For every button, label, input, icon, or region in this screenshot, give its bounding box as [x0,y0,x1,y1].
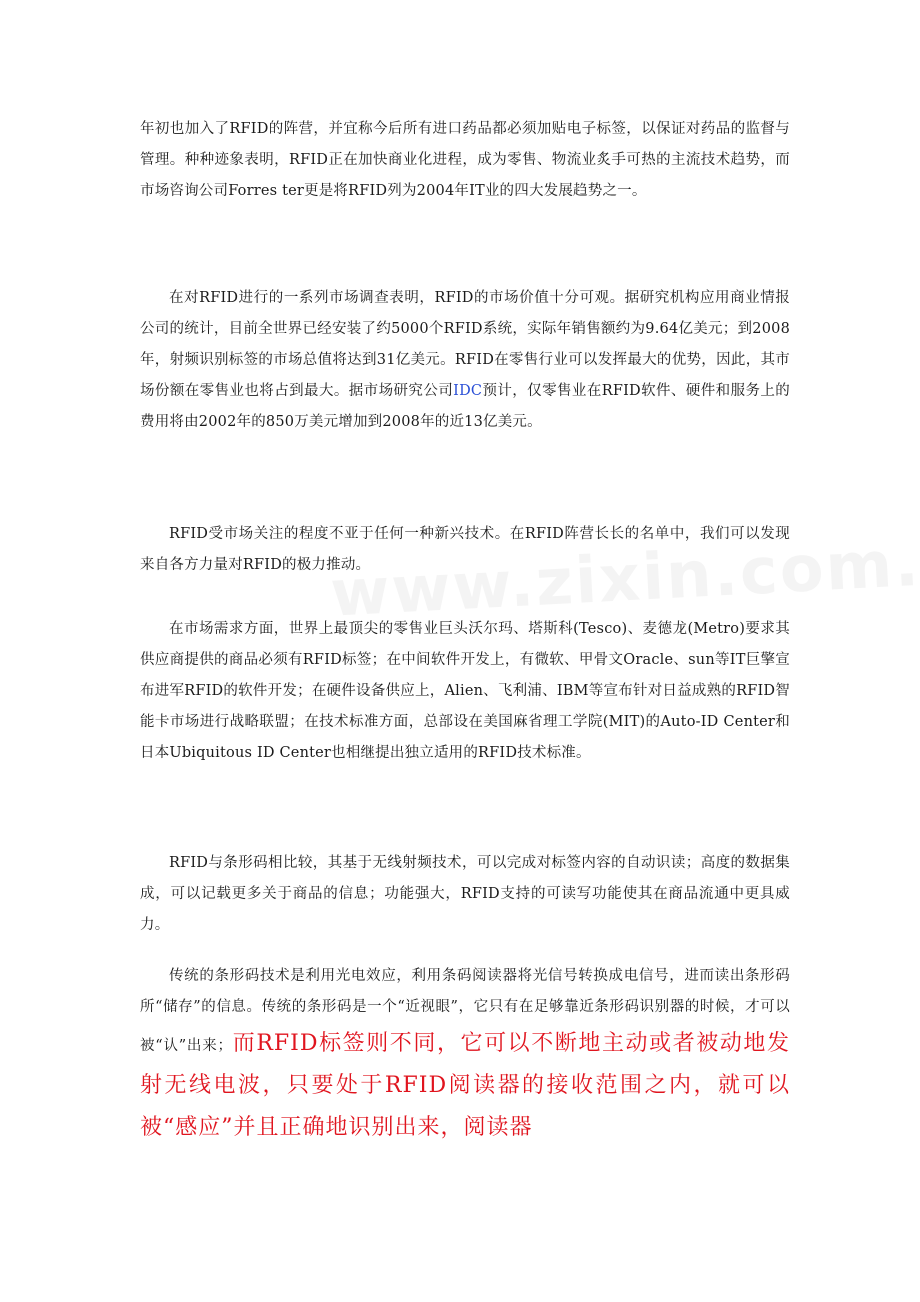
paragraph-5: RFID与条形码相比较，其基于无线射频技术，可以完成对标签内容的自动识读；高度的数据集成，可以记载更多关于商品的信息；功能强大，RFID支持的可读写功能使其在商品流通中更具威力。 [140,855,790,933]
idc-link[interactable]: IDC [453,383,483,399]
paragraph-3: RFID受市场关注的程度不亚于任何一种新兴技术。在RFID阵营长长的名单中，我们可以发现来自各方力量对RFID的极力推动。 [140,526,790,573]
paragraph-6 [140,961,790,1149]
paragraph-2-text-b: 预计，仅零售业在RFID软件、硬件和服务上的费用将由2002年的850万美元增加到2008年的近13亿美元。 [140,383,791,430]
paragraph-4: 在市场需求方面，世界上最顶尖的零售业巨头沃尔玛、塔斯科(Tesco)、麦德龙(Metro)要求其供应商提供的商品必须有RFID标签；在中间软件开发上，有微软、甲骨文Oracle、sun等IT巨擎宣布进军RFID的软件开发；在硬件设备供应上，Alien、飞利浦、IBM等宣布针对日益成熟的RFID智能卡市场进行战略联盟；在技术标准方面，总部设在美国麻省理工学院(MIT)的Auto-ID Center和日本Ubiquitous ID Center也相继提出独立适用的RFID技术标准。 [140,621,790,761]
paragraph-6-normal-text: 传统的条形码技术是利用光电效应，利用条码阅读器将光信号转换成电信号，进而读出条形码所“储存”的信息。传统的条形码是一个“近视眼”，它只有在足够靠近条形码识别器的时候，才可以被“认”出来； [140,968,790,1054]
paragraph-2-text-a: 在对RFID进行的一系列市场调查表明，RFID的市场价值十分可观。据研究机构应用商业情报公司的统计，目前全世界已经安装了约5000个RFID系统，实际年销售额约为9.64亿美元；到2008年，射频识别标签的市场总值将达到31亿美元。RFID在零售行业可以发挥最大的优势，因此，其市场份额在零售业也将占到最大。据市场研究公司 [140,290,790,399]
paragraph-2 [140,283,790,438]
paragraph-6-highlight-text: 而RFID标签则不同，它可以不断地主动或者被动地发射无线电波，只要处于RFID阅读器的接收范围之内，就可以被“感应”并且正确地识别出来，阅读器 [140,1031,790,1140]
paragraph-1: 年初也加入了RFID的阵营，并宜称今后所有进口药品都必须加贴电子标签，以保证对药品的监督与管理。种种迹象表明，RFID正在加快商业化进程，成为零售、物流业炙手可热的主流技术趋势，而市场咨询公司Forres ter更是将RFID列为2004年IT业的四大发展趋势之一。 [140,121,790,199]
